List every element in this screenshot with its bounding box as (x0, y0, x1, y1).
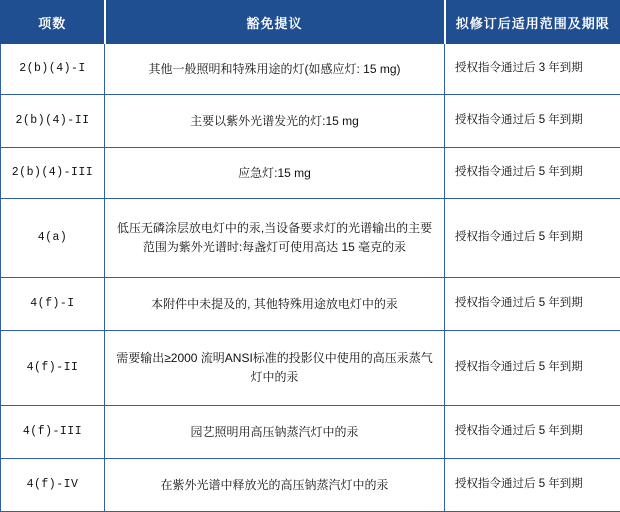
cell-item: 4(f)-II (1, 331, 105, 406)
cell-scope: 授权指令通过后 3 年到期 (445, 44, 620, 95)
cell-advice: 低压无磷涂层放电灯中的汞,当设备要求灯的光谱输出的主要范围为紫外光谱时:每盏灯可使用高达 15 毫克的汞 (105, 199, 445, 278)
cell-scope: 授权指令通过后 5 年到期 (445, 331, 620, 406)
cell-scope: 授权指令通过后 5 年到期 (445, 95, 620, 148)
cell-item: 2(b)(4)-II (1, 95, 105, 148)
cell-item: 4(f)-IV (1, 459, 105, 512)
cell-scope: 授权指令通过后 5 年到期 (445, 278, 620, 331)
cell-scope: 授权指令通过后 5 年到期 (445, 406, 620, 459)
cell-advice: 其他一般照明和特殊用途的灯(如感应灯: 15 mg) (105, 44, 445, 95)
cell-item: 4(f)-III (1, 406, 105, 459)
cell-advice: 需要输出≥2000 流明ANSI标准的投影仪中使用的高压汞蒸气灯中的汞 (105, 331, 445, 406)
table-header-row (1, 1, 620, 44)
cell-advice: 园艺照明用高压钠蒸汽灯中的汞 (105, 406, 445, 459)
column-header-item: 项数 (1, 1, 105, 44)
cell-item: 2(b)(4)-I (1, 44, 105, 95)
cell-advice: 主要以紫外光谱发光的灯:15 mg (105, 95, 445, 148)
cell-advice: 在紫外光谱中释放光的高压钠蒸汽灯中的汞 (105, 459, 445, 512)
cell-advice: 本附件中未提及的, 其他特殊用途放电灯中的汞 (105, 278, 445, 331)
table-row (1, 331, 620, 406)
cell-advice: 应急灯:15 mg (105, 148, 445, 199)
cell-item: 4(f)-I (1, 278, 105, 331)
table-header (1, 1, 620, 44)
cell-scope: 授权指令通过后 5 年到期 (445, 148, 620, 199)
column-header-advice: 豁免提议 (105, 1, 445, 44)
cell-scope: 授权指令通过后 5 年到期 (445, 459, 620, 512)
table-row (1, 44, 620, 95)
table-body (1, 44, 620, 512)
cell-item: 4(a) (1, 199, 105, 278)
cell-item: 2(b)(4)-III (1, 148, 105, 199)
table-row (1, 199, 620, 278)
table-row (1, 148, 620, 199)
table-row (1, 459, 620, 512)
cell-scope: 授权指令通过后 5 年到期 (445, 199, 620, 278)
table-row (1, 95, 620, 148)
table-row (1, 278, 620, 331)
table-row (1, 406, 620, 459)
column-header-scope: 拟修订后适用范围及期限 (445, 1, 620, 44)
